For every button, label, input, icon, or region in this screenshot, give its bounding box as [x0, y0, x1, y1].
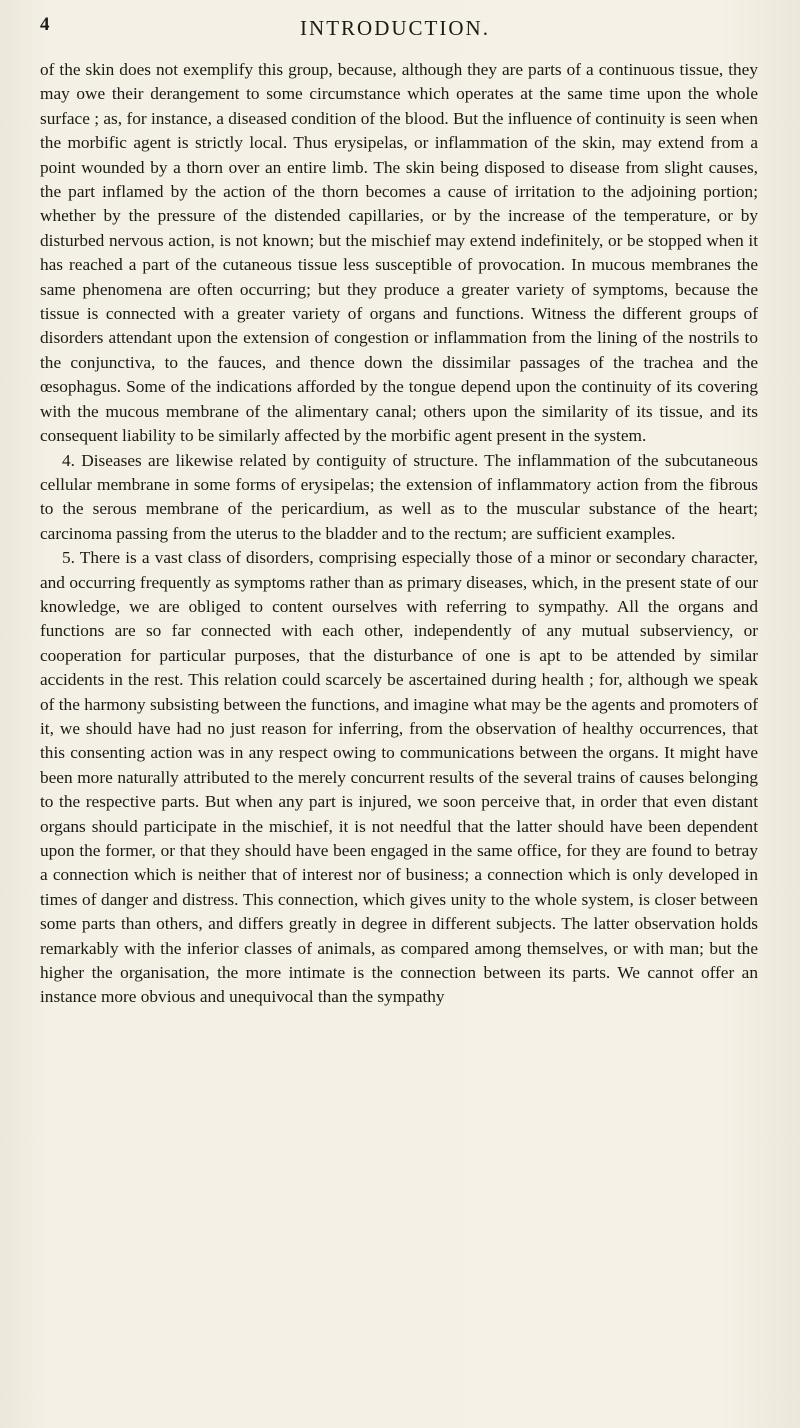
running-head: INTRODUCTION. [300, 16, 490, 40]
page-header [30, 8, 760, 48]
paragraph: of the skin does not exemplify this group, because, although they are parts of a continuous tissue, they may owe their derangement to some circumstance which operates at the same time upon the whole surface ; as, for instance, a diseased condition of the blood. But the influence of continuity is seen when the morbific agent is strictly local. Thus erysipelas, or inflammation of the skin, may extend from a point wounded by a thorn over an entire limb. The skin being disposed to disease from slight causes, the part inflamed by the action of the thorn becomes a cause of irritation to the adjoining portion; whether by the pressure of the distended capillaries, or by the increase of the temperature, or by disturbed nervous action, is not known; but the mischief may extend indefinitely, or be stopped when it has reached a part of the cutaneous tissue less susceptible of provocation. In mucous membranes the same phenomena are often occurring; but they produce a greater variety of symptoms, because the tissue is connected with a greater variety of organs and functions. Witness the different groups of disorders attendant upon the extension of congestion or inflammation from the lining of the nostrils to the conjunctiva, to the fauces, and thence down the dissimilar passages of the trachea and the œsophagus. Some of the indications afforded by the tongue depend upon the continuity of its covering with the mucous membrane of the alimentary canal; others upon the similarity of its tissue, and its consequent liability to be similarly affected by the morbific agent present in the system. [40, 60, 758, 446]
paragraph: 5. There is a vast class of disorders, comprising especially those of a minor or secondary character, and occurring frequently as symptoms rather than as primary diseases, which, in the present state of our knowledge, we are obliged to content ourselves with referring to sympathy. All the organs and functions are so far connected with each other, independently of any mutual subserviency, or cooperation for particular purposes, that the disturbance of one is apt to be attended by similar accidents in the rest. This relation could scarcely be ascertained during health ; for, although we speak of the harmony subsisting between the functions, and imagine what may be the agents and promoters of it, we should have had no just reason for inferring, from the observation of healthy occurrences, that this consenting action was in any respect owing to communications between the organs. It might have been more naturally attributed to the merely concurrent results of the several trains of causes belonging to the respective parts. But when any part is injured, we soon perceive that, in order that even distant organs should participate in the mischief, it is not needful that the latter should have been dependent upon the former, or that they should have been engaged in the same office, for they are found to betray a connection which is neither that of interest nor of business; a connection which is only developed in times of danger and distress. This connection, which gives unity to the whole system, is closer between some parts than others, and differs greatly in degree in different subjects. The latter observation holds remarkably with the inferior classes of animals, as compared among themselves, or with man; but the higher the organisation, the more intimate is the connection between its parts. We cannot offer an instance more obvious and unequivocal than the sympathy [40, 548, 758, 1007]
body-text [40, 58, 758, 1010]
page-number: 4 [40, 14, 50, 35]
paragraph: 4. Diseases are likewise related by contiguity of structure. The inflammation of the subcutaneous cellular membrane in some forms of erysipelas; the extension of inflammatory action from the fibrous to the serous membrane of the pericardium, as well as to the muscular substance of the heart; carcinoma passing from the uterus to the bladder and to the rectum; are sufficient examples. [40, 450, 758, 543]
